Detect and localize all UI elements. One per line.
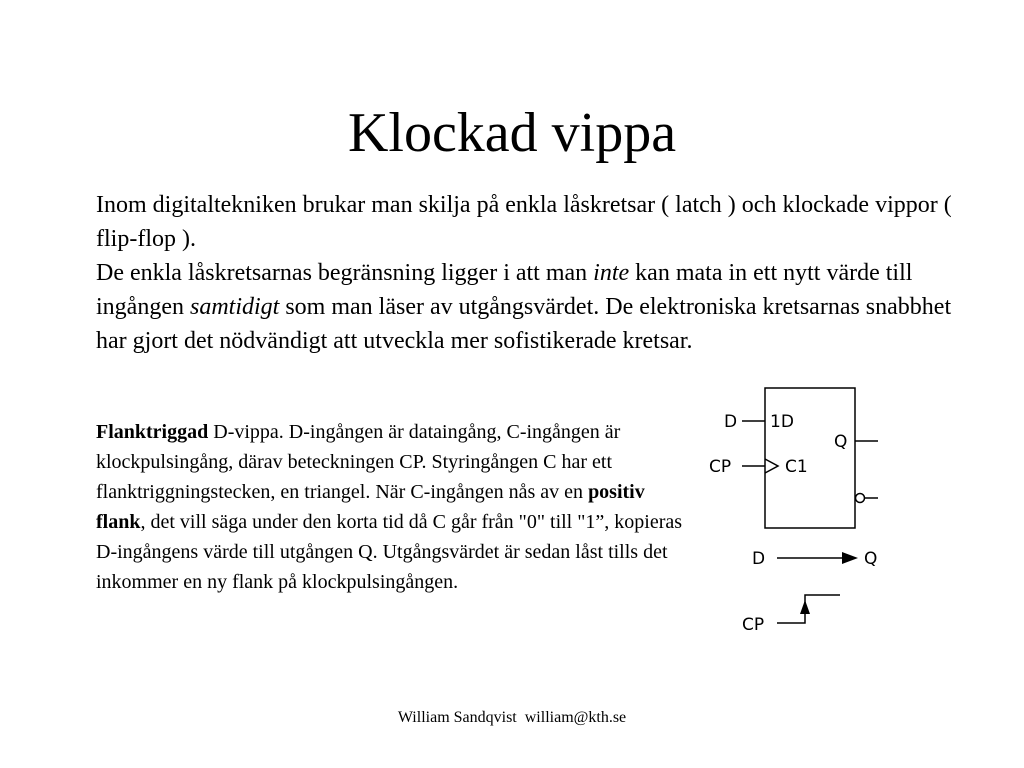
- pin-c1-label: C1: [785, 457, 808, 477]
- term-positiv-flank: positiv flank: [96, 481, 645, 533]
- emphasis-inte: inte: [593, 260, 630, 286]
- footer: [0, 707, 1024, 729]
- flip-flop-block: [765, 388, 855, 528]
- description-text-part: D-vippa. D-ingången är dataingång, C-ingången är klockpulsingång, därav beteckningen CP. Styringången C har ett flanktriggningstecken, en triangel. När C-ingången nås av en: [96, 421, 621, 503]
- clock-triangle-icon: [765, 459, 778, 473]
- input-d-label: D: [724, 412, 738, 432]
- arrow-d-label: D: [752, 549, 766, 569]
- emphasis-samtidigt: samtidigt: [189, 294, 280, 320]
- clock-cp-label: CP: [742, 615, 765, 635]
- flip-flop-description: [96, 417, 696, 597]
- intro-text-part: De enkla låskretsarnas begränsning ligger i att man: [96, 260, 594, 286]
- pin-1d-label: 1D: [770, 412, 794, 432]
- arrow-right-icon: [842, 552, 858, 564]
- output-q-label: Q: [834, 432, 848, 452]
- rising-edge-arrow-icon: [800, 600, 810, 614]
- intro-paragraph-2: [96, 260, 951, 354]
- intro-text-part: kan mata in ett nytt värde till ingången: [96, 260, 913, 320]
- term-flanktriggad: Flanktriggad: [96, 421, 209, 443]
- intro-text: [96, 188, 956, 358]
- description-text-part: , det vill säga under den korta tid då C går från "0" till "1”, kopieras D-ingångens värde till utgången Q. Utgångsvärdet är sedan låst tills det inkommer en ny flank på klockpulsingången.: [96, 511, 683, 593]
- input-cp-label: CP: [709, 457, 732, 477]
- slide-title: Klockad vippa: [347, 102, 677, 164]
- footer-email: william@kth.se: [524, 709, 627, 726]
- d-flip-flop-diagram: [700, 378, 900, 648]
- inverted-output-bubble-icon: [856, 494, 865, 503]
- arrow-q-label: Q: [864, 549, 878, 569]
- intro-text-part: som man läser av utgångsvärdet. De elektroniska kretsarnas snabbhet har gjort det nödvändigt att utveckla mer sofistikerade kretsar.: [96, 294, 952, 354]
- intro-paragraph-1: Inom digitaltekniken brukar man skilja på enkla låskretsar ( latch ) och klockade vippor ( flip-flop ).: [96, 192, 952, 252]
- rising-edge-icon: [777, 595, 840, 623]
- footer-author: William Sandqvist: [397, 709, 517, 726]
